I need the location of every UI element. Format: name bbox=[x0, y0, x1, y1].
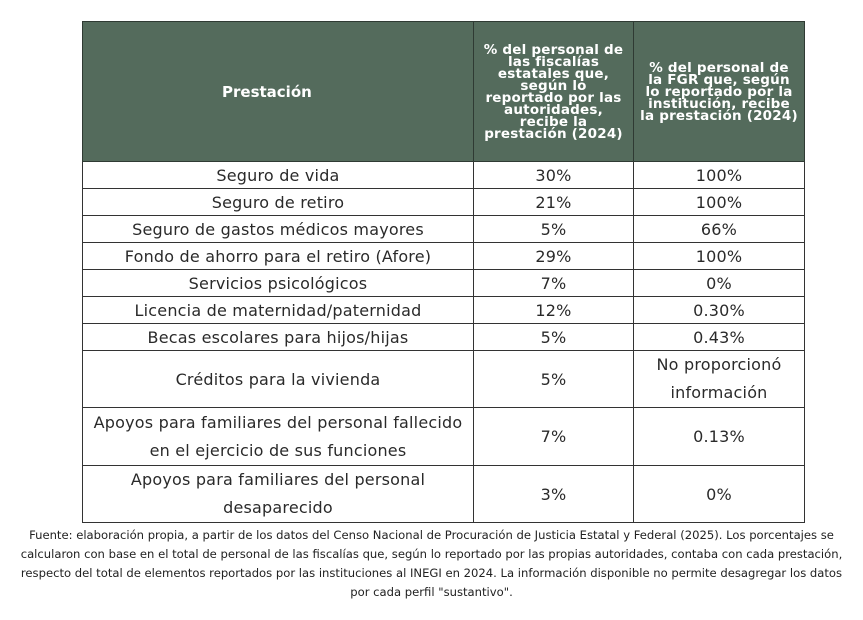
table-row bbox=[83, 243, 805, 270]
table-row bbox=[83, 466, 805, 523]
cell-prestacion: Apoyos para familiares del personal fallecido en el ejercicio de sus funciones bbox=[83, 408, 474, 466]
cell-estatales: 29% bbox=[474, 243, 634, 270]
cell-prestacion: Seguro de retiro bbox=[83, 189, 474, 216]
cell-fgr: 0% bbox=[634, 270, 805, 297]
cell-prestacion: Becas escolares para hijos/hijas bbox=[83, 324, 474, 351]
cell-estatales: 21% bbox=[474, 189, 634, 216]
cell-prestacion: Servicios psicológicos bbox=[83, 270, 474, 297]
cell-fgr: 0.30% bbox=[634, 297, 805, 324]
cell-prestacion: Fondo de ahorro para el retiro (Afore) bbox=[83, 243, 474, 270]
cell-prestacion: Seguro de vida bbox=[83, 162, 474, 189]
cell-estatales: 12% bbox=[474, 297, 634, 324]
benefits-table bbox=[82, 21, 805, 523]
cell-prestacion: Apoyos para familiares del personal desaparecido bbox=[83, 466, 474, 523]
cell-estatales: 5% bbox=[474, 351, 634, 408]
cell-estatales: 7% bbox=[474, 270, 634, 297]
cell-estatales: 3% bbox=[474, 466, 634, 523]
cell-fgr: 0.13% bbox=[634, 408, 805, 466]
cell-estatales: 30% bbox=[474, 162, 634, 189]
table-row bbox=[83, 351, 805, 408]
cell-estatales: 5% bbox=[474, 216, 634, 243]
cell-fgr: 66% bbox=[634, 216, 805, 243]
cell-fgr: 100% bbox=[634, 243, 805, 270]
table-row bbox=[83, 189, 805, 216]
table-row bbox=[83, 408, 805, 466]
cell-estatales: 7% bbox=[474, 408, 634, 466]
table-row bbox=[83, 297, 805, 324]
header-prestacion: Prestación bbox=[83, 22, 474, 162]
cell-fgr: 100% bbox=[634, 189, 805, 216]
cell-estatales: 5% bbox=[474, 324, 634, 351]
cell-fgr: 0.43% bbox=[634, 324, 805, 351]
cell-fgr: 100% bbox=[634, 162, 805, 189]
cell-prestacion: Licencia de maternidad/paternidad bbox=[83, 297, 474, 324]
header-fiscalias-estatales: % del personal de las fiscalías estatales que, según lo reportado por las autoridades, recibe la prestación (2024) bbox=[474, 22, 634, 162]
table-row bbox=[83, 324, 805, 351]
table-row bbox=[83, 270, 805, 297]
cell-fgr: 0% bbox=[634, 466, 805, 523]
source-note: Fuente: elaboración propia, a partir de los datos del Censo Nacional de Procuración de Justicia Estatal y Federal (2025). Los porcentajes se calcularon con base en el total de personal de las fiscalías que, según lo reportado por las propias autoridades, contaba con cada prestación, respecto del total de elementos reportados por las instituciones al INEGI en 2024. La información disponible no permite desagregar los datos por cada perfil "sustantivo". bbox=[20, 528, 843, 599]
cell-fgr: No proporcionó información bbox=[634, 351, 805, 408]
cell-prestacion: Seguro de gastos médicos mayores bbox=[83, 216, 474, 243]
table-row bbox=[83, 216, 805, 243]
header-row bbox=[83, 22, 805, 162]
cell-prestacion: Créditos para la vivienda bbox=[83, 351, 474, 408]
header-fgr: % del personal de la FGR que, según lo reportado por la institución, recibe la prestación (2024) bbox=[634, 22, 805, 162]
table-row bbox=[83, 162, 805, 189]
